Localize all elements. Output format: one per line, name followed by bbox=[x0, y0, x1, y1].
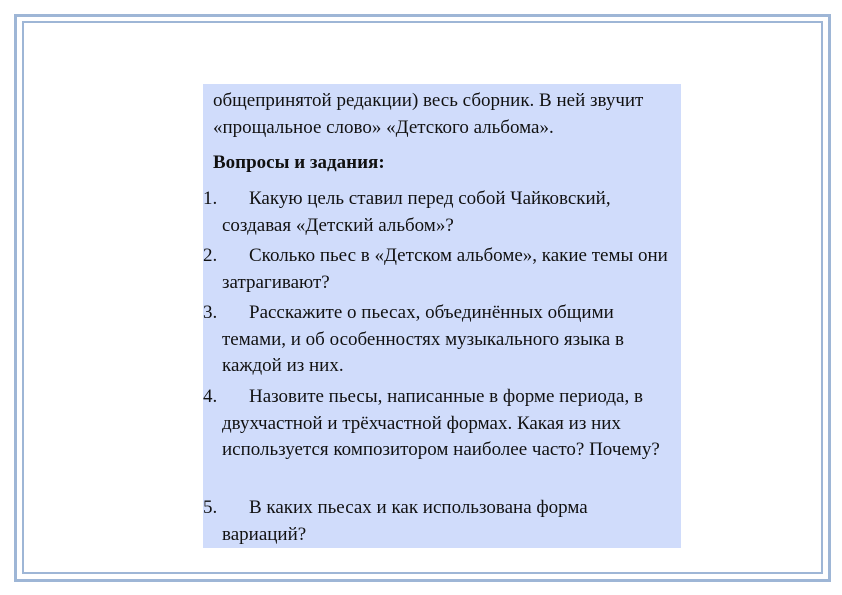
question-number: 3. bbox=[203, 302, 218, 323]
text-block bbox=[203, 84, 681, 548]
intro-paragraph: общепринятой редакции) весь сборник. В ней звучит «прощальное слово» «Детского альбома». bbox=[213, 90, 644, 138]
question-text: В каких пьесах и как использована форма вариаций? bbox=[222, 497, 588, 545]
question-item-2 bbox=[203, 243, 675, 296]
question-text: Расскажите о пьесах, объединённых общими темами, и об особенностях музыкального языка в каждой из них. bbox=[222, 302, 624, 376]
question-number: 2. bbox=[203, 245, 218, 266]
question-number: 1. bbox=[203, 188, 218, 209]
question-text: Какую цель ставил перед собой Чайковский, создавая «Детский альбом»? bbox=[222, 188, 611, 236]
question-item-5 bbox=[203, 495, 675, 548]
question-number: 4. bbox=[203, 386, 218, 407]
question-text: Назовите пьесы, написанные в форме периода, в двухчастной и трёхчастной формах. Какая из них используется композитором наиболее часто? Почему? bbox=[222, 386, 660, 460]
question-text: Сколько пьес в «Детском альбоме», какие темы они затрагивают? bbox=[222, 245, 668, 293]
question-item-4 bbox=[203, 384, 675, 464]
questions-heading: Вопросы и задания: bbox=[213, 152, 385, 173]
question-number: 5. bbox=[203, 497, 218, 518]
question-item-3 bbox=[203, 300, 675, 380]
question-item-1 bbox=[203, 186, 675, 239]
